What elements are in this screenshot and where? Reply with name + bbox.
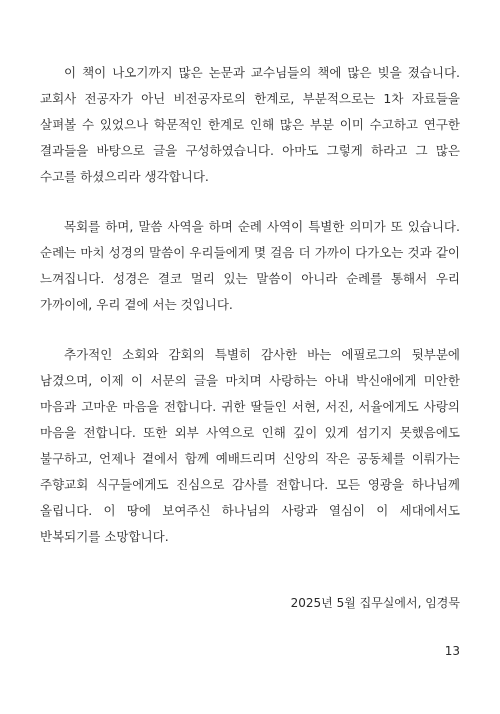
paragraph-2: 목회를 하며, 말씀 사역을 하며 순례 사역이 특별한 의미가 또 있습니다. 순례는 마치 성경의 말씀이 우리들에게 몇 걸음 더 가까이 다가오는 것과 같이 느껴집니다. 성경은 결코 멀리 있는 말씀이 아니라 순례를 통해서 우리 가까이에, 우리 곁에 서는 것입니다. — [40, 219, 460, 312]
paragraph-3: 추가적인 소회와 감회의 특별히 감사한 바는 에필로그의 뒷부분에 남겼으며, 이제 이 서문의 글을 마치며 사랑하는 아내 박신애에게 미안한 마음과 고마운 마음을 전합니다. 귀한 딸들인 서현, 서진, 서율에게도 사랑의 마음을 전합니다. 또한 외부 사역으로 인해 깊이 있게 섬기지 못했음에도 불구하고, 언제나 곁에서 함께 예배드리며 신앙의 작은 공동체를 이뤄가는 주향교회 식구들에게도 진심으로 감사를 전합니다. 모든 영광을 하나님께 올립니다. 이 땅에 보여주신 하나님의 사랑과 열심이 이 세대에서도 반복되기를 소망합니다. — [40, 347, 460, 544]
author-signature: 2025년 5월 집무실에서, 임경묵 — [290, 596, 460, 610]
page-number: 13 — [444, 644, 460, 658]
paragraph-1: 이 책이 나오기까지 많은 논문과 교수님들의 책에 많은 빚을 졌습니다. 교회사 전공자가 아닌 비전공자로의 한계로, 부분적으로는 1차 자료들을 살펴볼 수 있었으나 학문적인 한계로 인해 많은 부분 이미 수고하고 연구한 결과들을 바탕으로 글을 구성하였습니다. 아마도 그렇게 하라고 그 많은 수고를 하셨으리라 생각합니다. — [40, 65, 460, 184]
preface-body — [40, 60, 460, 550]
